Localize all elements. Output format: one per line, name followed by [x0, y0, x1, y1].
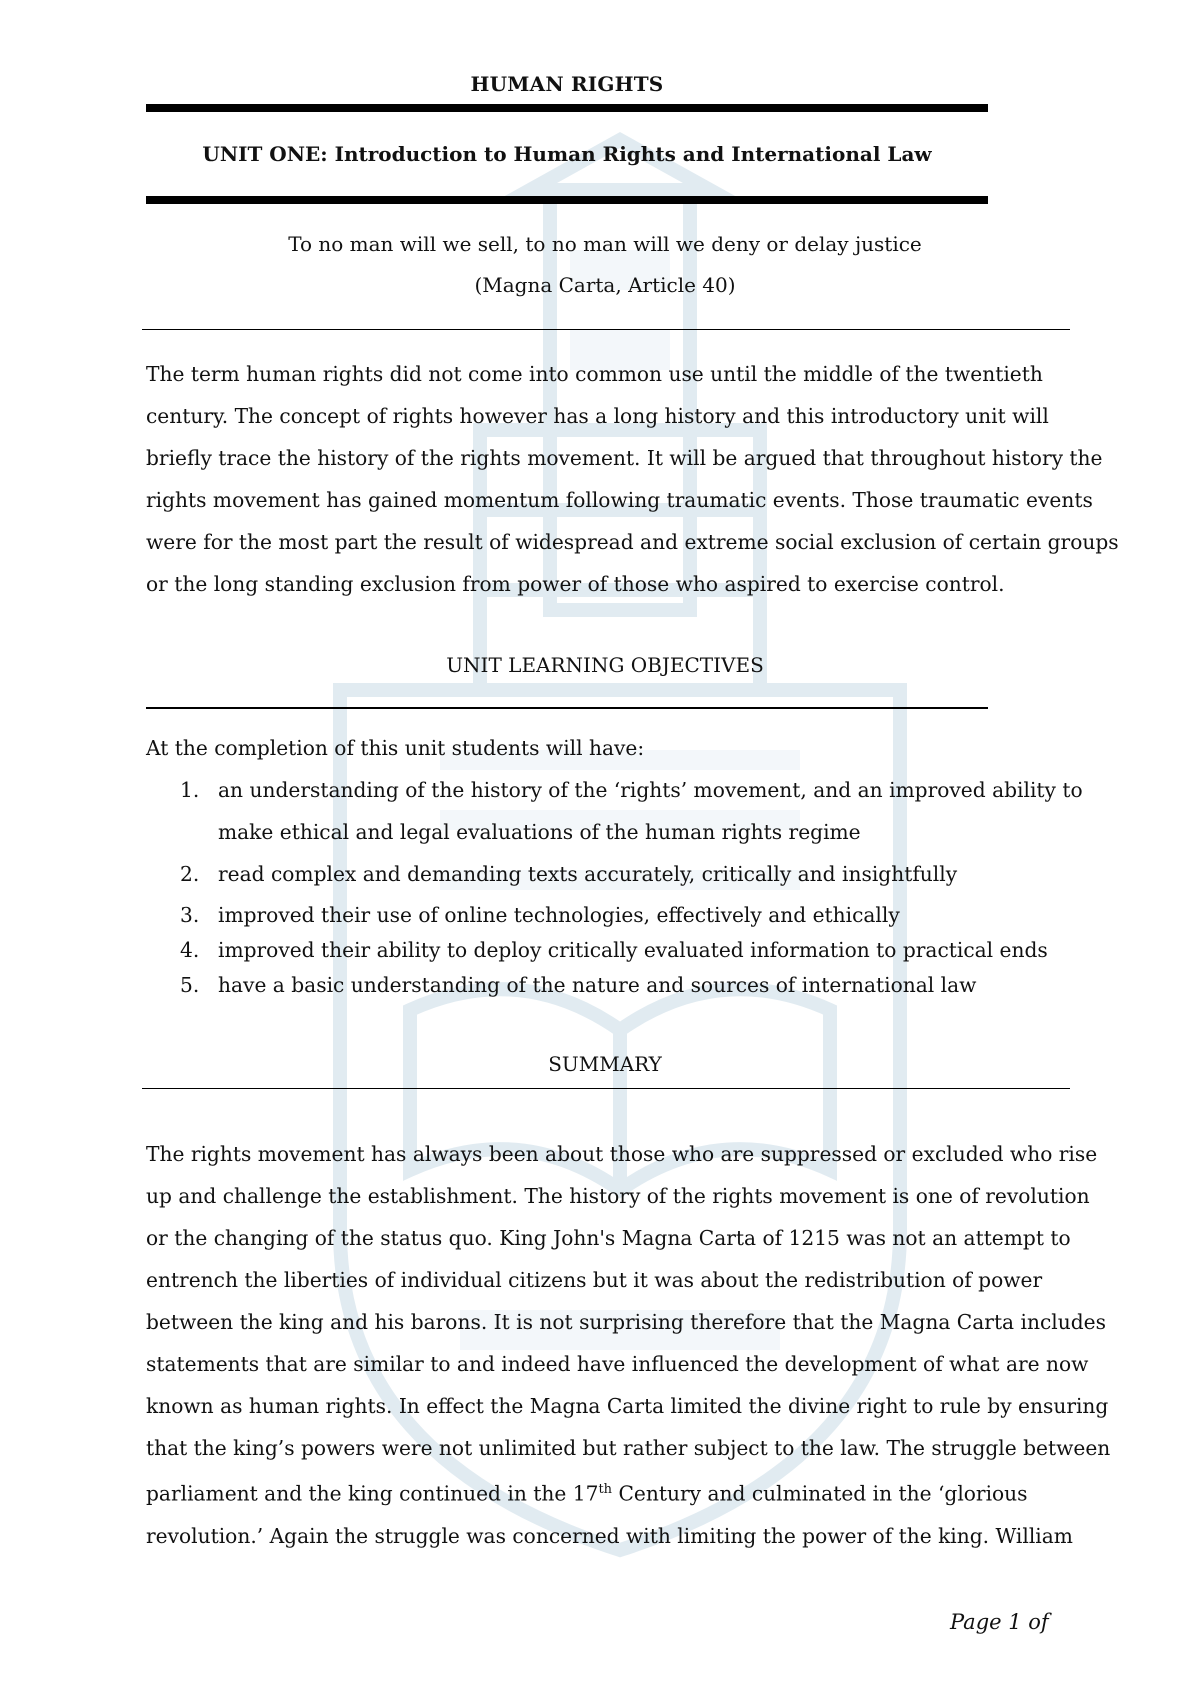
- paragraph-line: revolution.’ Again the struggle was concerned with limiting the power of the king. William: [146, 1523, 1073, 1548]
- title-rule-top: [146, 104, 988, 112]
- objective-text: improved their use of online technologies, effectively and ethically: [218, 903, 900, 927]
- paragraph-line: century. The concept of rights however has a long history and this introductory unit will: [146, 404, 1049, 428]
- paragraph-line: The term human rights did not come into common use until the middle of the twentieth: [146, 362, 1043, 386]
- objectives-divider: [146, 707, 988, 709]
- superscript: th: [598, 1482, 613, 1497]
- page-number: Page 1 of: [950, 1610, 1049, 1634]
- summary-heading: SUMMARY: [548, 1052, 662, 1076]
- paragraph-line: that the king’s powers were not unlimited but rather subject to the law. The struggle between: [146, 1436, 1111, 1460]
- text-run: Century and culminated in the ‘glorious: [612, 1481, 1028, 1506]
- epigraph-divider: [142, 329, 1070, 330]
- paragraph-line: were for the most part the result of widespread and extreme social exclusion of certain groups: [146, 530, 1119, 554]
- paragraph-line: briefly trace the history of the rights movement. It will be argued that throughout history the: [146, 446, 1103, 470]
- epigraph-source: (Magna Carta, Article 40): [474, 273, 736, 297]
- paragraph-line: statements that are similar to and indeed have influenced the development of what are now: [146, 1352, 1089, 1376]
- summary-divider: [142, 1088, 1070, 1089]
- objective-number: 3.: [180, 903, 200, 927]
- objective-number: 4.: [180, 938, 200, 962]
- intro-paragraph: [146, 353, 1119, 605]
- title-rule-bottom: [146, 196, 988, 204]
- objective-number: 2.: [180, 862, 200, 886]
- paragraph-line: entrench the liberties of individual citizens but it was about the redistribution of power: [146, 1268, 1043, 1292]
- epigraph-quote: To no man will we sell, to no man will we deny or delay justice: [288, 232, 922, 256]
- paragraph-line: up and challenge the establishment. The history of the rights movement is one of revolution: [146, 1184, 1090, 1208]
- document-title: HUMAN RIGHTS: [470, 72, 664, 96]
- paragraph-line: rights movement has gained momentum following traumatic events. Those traumatic events: [146, 488, 1093, 512]
- objective-number: 1.: [180, 778, 200, 802]
- objective-text: read complex and demanding texts accurately, critically and insightfully: [218, 862, 958, 886]
- objectives-intro: At the completion of this unit students will have:: [146, 736, 645, 760]
- summary-paragraph: [146, 1133, 1111, 1557]
- objective-number: 5.: [180, 973, 200, 997]
- objective-text-continued: make ethical and legal evaluations of the human rights regime: [218, 820, 861, 844]
- objective-text: an understanding of the history of the ‘rights’ movement, and an improved ability to: [218, 778, 1083, 802]
- objectives-heading: UNIT LEARNING OBJECTIVES: [446, 653, 764, 677]
- paragraph-line: [146, 1469, 1066, 1515]
- unit-title: UNIT ONE: Introduction to Human Rights and International Law: [202, 142, 932, 166]
- paragraph-line: or the changing of the status quo. King John's Magna Carta of 1215 was not an attempt to: [146, 1226, 1071, 1250]
- objective-text: have a basic understanding of the nature and sources of international law: [218, 973, 977, 997]
- paragraph-line: or the long standing exclusion from power of those who aspired to exercise control.: [146, 572, 1005, 596]
- paragraph-line: The rights movement has always been about those who are suppressed or excluded who rise: [146, 1142, 1098, 1166]
- paragraph-line: known as human rights. In effect the Magna Carta limited the divine right to rule by ensuring: [146, 1394, 1109, 1418]
- objective-text: improved their ability to deploy critically evaluated information to practical ends: [218, 938, 1048, 962]
- paragraph-line: between the king and his barons. It is not surprising therefore that the Magna Carta includes: [146, 1310, 1106, 1334]
- text-run: parliament and the king continued in the 17: [146, 1481, 599, 1506]
